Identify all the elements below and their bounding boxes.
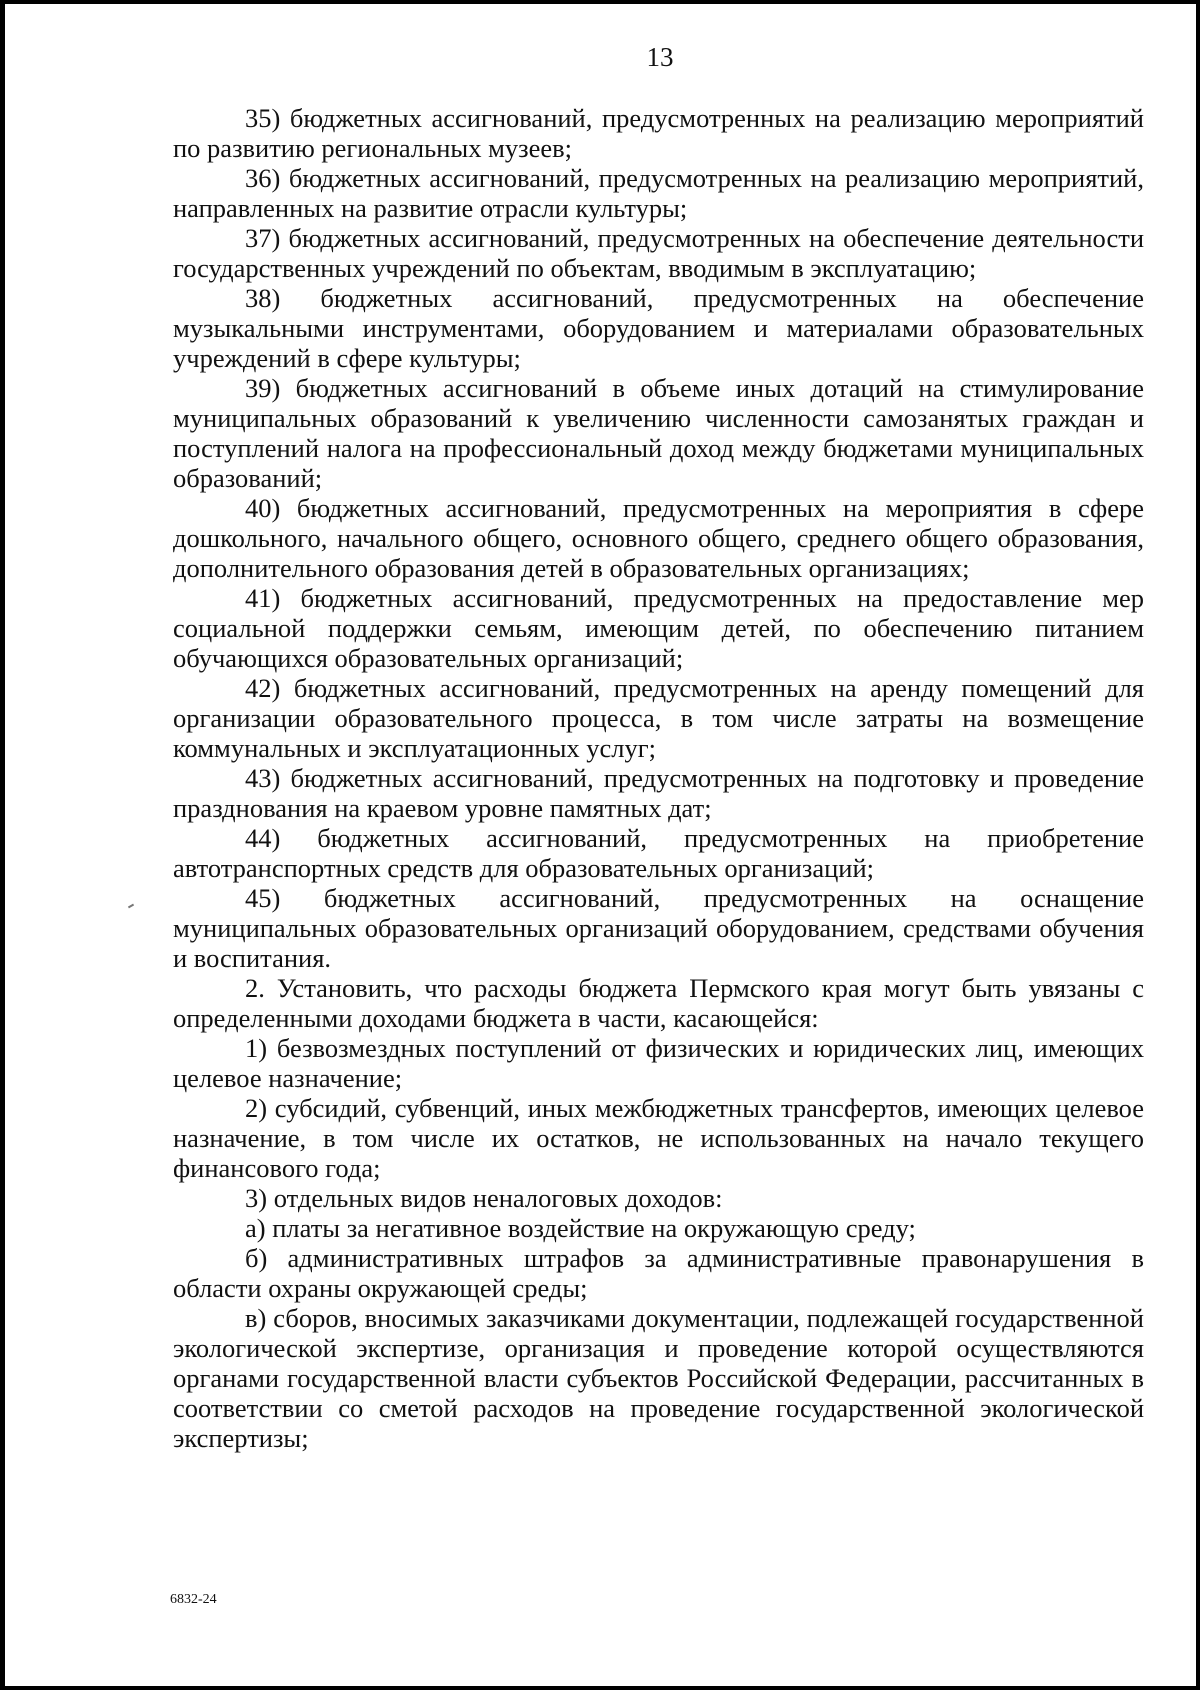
paragraph-subitem-a: а) платы за негативное воздействие на окружающую среду; xyxy=(245,1213,916,1243)
paragraph-subitem-3: 3) отдельных видов неналоговых доходов: xyxy=(245,1183,723,1213)
paragraph-subitem-1: 1) безвозмездных поступлений от физических и юридических лиц, имеющих целевое назначение; xyxy=(173,1033,1144,1093)
paragraph-item-40: 40) бюджетных ассигнований, предусмотренных на мероприятия в сфере дошкольного, начального общего, основного общего, среднего общего образования, дополнительного образования детей в образовательных организациях; xyxy=(173,493,1144,583)
scan-border-top xyxy=(0,0,1200,4)
scan-border-bottom xyxy=(0,1686,1200,1690)
paragraph-item-38: 38) бюджетных ассигнований, предусмотренных на обеспечение музыкальными инструментами, оборудованием и материалами образовательных учреждений в сфере культуры; xyxy=(173,283,1144,373)
paragraph-subitem-2: 2) субсидий, субвенций, иных межбюджетных трансфертов, имеющих целевое назначение, в том числе их остатков, не использованных на начало текущего финансового года; xyxy=(173,1093,1144,1183)
paragraph-subitem-v: в) сборов, вносимых заказчиками документации, подлежащей государственной экологической экспертизе, организация и проведение которой осуществляются органами государственной власти субъектов Российской Федерации, рассчитанных в соответствии со сметой расходов на проведение государственной экологической экспертизы; xyxy=(173,1303,1144,1453)
paragraph-item-36: 36) бюджетных ассигнований, предусмотренных на реализацию мероприятий, направленных на развитие отрасли культуры; xyxy=(173,163,1144,223)
paragraph-item-39: 39) бюджетных ассигнований в объеме иных дотаций на стимулирование муниципальных образований к увеличению численности самозанятых граждан и поступлений налога на профессиональный доход между бюджетами муниципальных образований; xyxy=(173,373,1144,493)
scan-speck xyxy=(128,904,134,909)
paragraph-item-37: 37) бюджетных ассигнований, предусмотренных на обеспечение деятельности государственных учреждений по объектам, вводимым в эксплуатацию; xyxy=(173,223,1144,283)
paragraph-item-35: 35) бюджетных ассигнований, предусмотренных на реализацию мероприятий по развитию региональных музеев; xyxy=(173,103,1144,163)
scan-border-left xyxy=(0,0,5,1690)
paragraph-item-41: 41) бюджетных ассигнований, предусмотренных на предоставление мер социальной поддержки семьям, имеющим детей, по обеспечению питанием обучающихся образовательных организаций; xyxy=(173,583,1144,673)
paragraph-item-43: 43) бюджетных ассигнований, предусмотренных на подготовку и проведение празднования на краевом уровне памятных дат; xyxy=(173,763,1144,823)
paragraph-section-2: 2. Установить, что расходы бюджета Пермского края могут быть увязаны с определенными доходами бюджета в части, касающейся: xyxy=(173,973,1144,1033)
document-body xyxy=(173,103,1144,1453)
paragraph-item-44: 44) бюджетных ассигнований, предусмотренных на приобретение автотранспортных средств для образовательных организаций; xyxy=(173,823,1144,883)
paragraph-item-42: 42) бюджетных ассигнований, предусмотренных на аренду помещений для организации образовательного процесса, в том числе затраты на возмещение коммунальных и эксплуатационных услуг; xyxy=(173,673,1144,763)
paragraph-item-45: 45) бюджетных ассигнований, предусмотренных на оснащение муниципальных образовательных организаций оборудованием, средствами обучения и воспитания. xyxy=(173,883,1144,973)
paragraph-subitem-b: б) административных штрафов за административные правонарушения в области охраны окружающей среды; xyxy=(173,1243,1144,1303)
page-number: 13 xyxy=(646,42,674,72)
scan-border-right xyxy=(1196,0,1200,1690)
document-code: 6832-24 xyxy=(170,1592,217,1607)
